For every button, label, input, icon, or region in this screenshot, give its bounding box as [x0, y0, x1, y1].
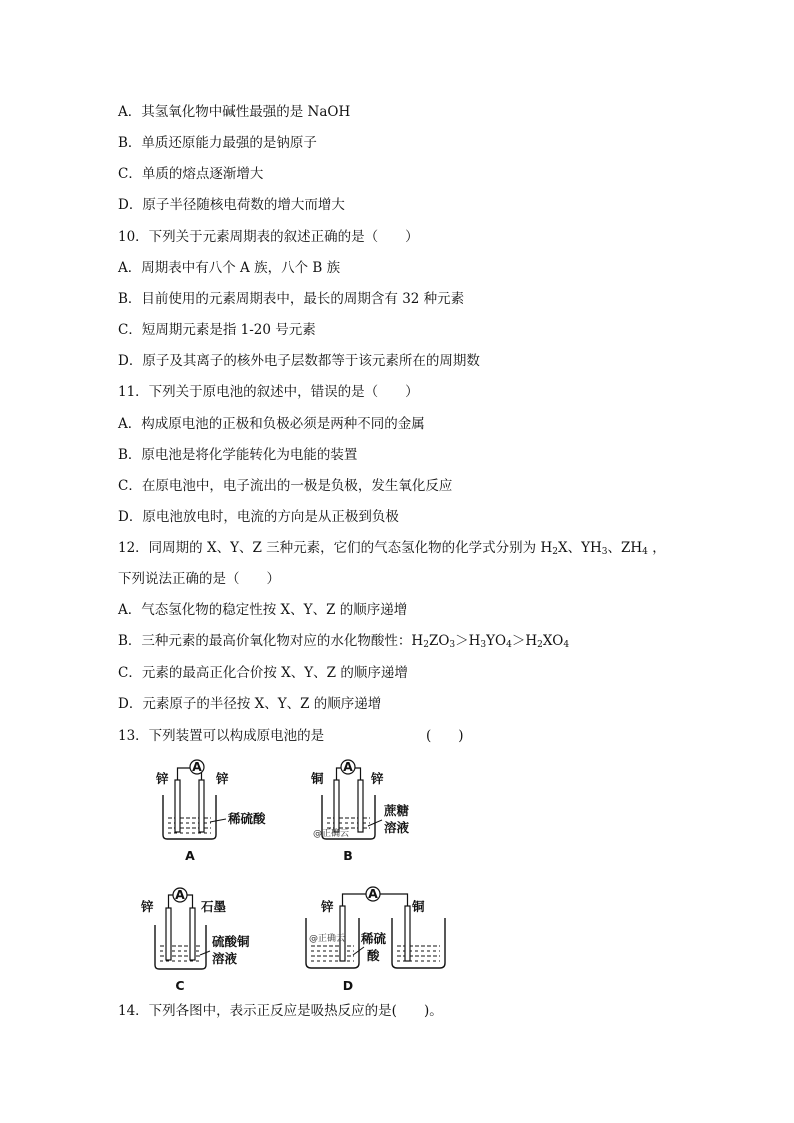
apparatus-d-left-label: 锌	[321, 899, 334, 914]
apparatus-b-solution-1: 蔗糖	[384, 803, 410, 818]
q9-option-c: C．单质的熔点逐渐增大	[118, 166, 264, 182]
q10-option-d: D．原子及其离子的核外电子层数都等于该元素所在的周期数	[118, 353, 480, 369]
q10-stem: 10．下列关于元素周期表的叙述正确的是（ ）	[118, 229, 419, 245]
q11-option-b: B．原电池是将化学能转化为电能的装置	[118, 447, 358, 463]
q13-answer-paren: ( )	[426, 728, 464, 744]
apparatus-a-solution: 稀硫酸	[228, 811, 266, 826]
q9-option-d: D．原子半径随核电荷数的增大而增大	[118, 197, 345, 213]
q12-option-c: C．元素的最高正化合价按 X、Y、Z 的顺序递增	[118, 665, 408, 681]
apparatus-b-right-label: 锌	[371, 771, 384, 786]
q13-stem: 13．下列装置可以构成原电池的是	[118, 728, 325, 744]
q11-option-d: D．原电池放电时，电流的方向是从正极到负极	[118, 509, 399, 525]
q10-option-c: C．短周期元素是指 1-20 号元素	[118, 322, 316, 338]
q10-option-b: B．目前使用的元素周期表中，最长的周期含有 32 种元素	[118, 291, 465, 307]
apparatus-a-left-label: 锌	[156, 771, 169, 786]
watermark-d: @正确云	[309, 934, 346, 944]
q12-stem-line2: 下列说法正确的是（ ）	[118, 571, 280, 587]
ammeter-label: A	[368, 886, 378, 901]
apparatus-c-left-label: 锌	[141, 899, 154, 914]
apparatus-a-right-label: 锌	[216, 771, 229, 786]
electrode-right-c	[190, 908, 195, 960]
electrode-left-a	[175, 780, 180, 832]
apparatus-c-solution-1: 硫酸铜	[212, 934, 250, 949]
apparatus-b	[310, 759, 410, 863]
q12-stem-line1: 12．同周期的 X、Y、Z 三种元素，它们的气态氢化物的化学式分别为 $H_2X$、$YH_3$、$ZH_4$ ，	[118, 540, 666, 557]
electrode-right-a	[199, 780, 204, 832]
ammeter-label: A	[175, 887, 185, 902]
apparatus-a	[155, 759, 266, 863]
electrode-left-c	[166, 908, 171, 960]
q11-stem: 11．下列关于原电池的叙述中，错误的是（ ）	[118, 384, 419, 400]
q11-option-a: A．构成原电池的正极和负极必须是两种不同的金属	[118, 416, 425, 432]
apparatus-c-right-label: 石墨	[201, 899, 227, 914]
apparatus-b-left-label: 铜	[311, 771, 324, 786]
watermark-b: @正确云	[313, 829, 350, 839]
apparatus-d-solution-1: 稀硫	[361, 931, 387, 946]
apparatus-d-solution-2: 酸	[367, 948, 380, 963]
ammeter-label: A	[192, 759, 202, 774]
q14-stem: 14．下列各图中，表示正反应是吸热反应的是( )。	[118, 1003, 443, 1019]
q9-option-a: A．其氢氧化物中碱性最强的是 NaOH	[118, 104, 351, 120]
q12-option-a: A．气态氢化物的稳定性按 X、Y、Z 的顺序递增	[118, 602, 408, 618]
apparatus-c-caption: C	[175, 978, 185, 993]
q12-option-d: D．元素原子的半径按 X、Y、Z 的顺序递增	[118, 696, 382, 712]
electrode-right-d	[405, 906, 410, 961]
electrode-left-b	[334, 780, 339, 832]
apparatus-c-solution-2: 溶液	[212, 951, 238, 966]
electrode-right-b	[358, 780, 363, 832]
apparatus-c	[140, 887, 250, 993]
q12-option-b: B．三种元素的最高价氧化物对应的水化物酸性：$H_2ZO_3>H_3YO_4>H_2XO_4$	[118, 633, 570, 650]
ammeter-label: A	[343, 759, 353, 774]
apparatus-d	[306, 886, 445, 993]
q10-option-a: A．周期表中有八个 A 族，八个 B 族	[118, 260, 341, 276]
q9-option-b: B．单质还原能力最强的是钠原子	[118, 135, 317, 151]
apparatus-b-solution-2: 溶液	[384, 820, 410, 835]
apparatus-d-caption: D	[342, 978, 354, 993]
apparatus-b-caption: B	[343, 848, 353, 863]
apparatus-d-right-label: 铜	[412, 899, 425, 914]
apparatus-a-caption: A	[185, 848, 195, 863]
q11-option-c: C．在原电池中，电子流出的一极是负极，发生氧化反应	[118, 478, 453, 494]
